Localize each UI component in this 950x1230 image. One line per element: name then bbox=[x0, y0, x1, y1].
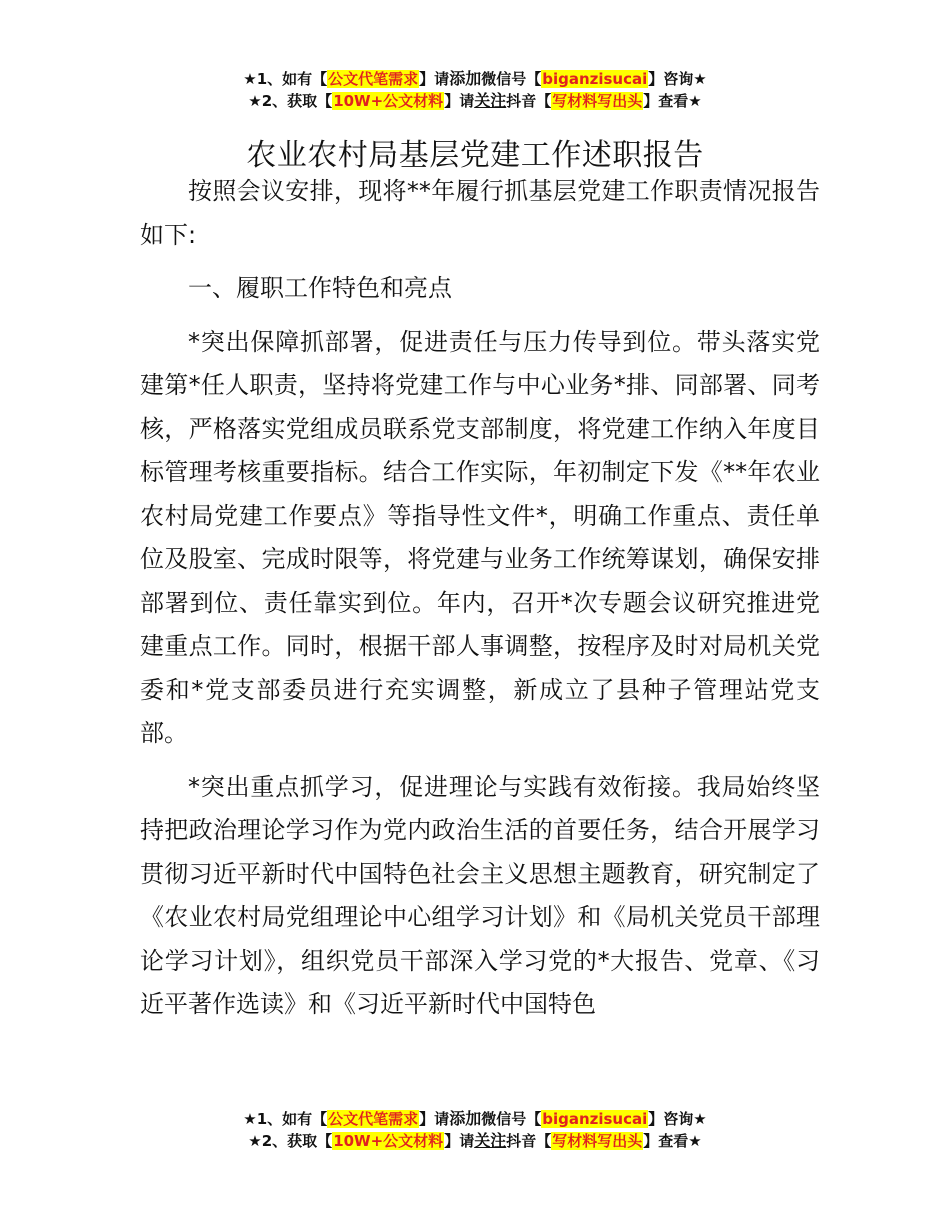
promo-highlight: 公文代笔需求 bbox=[328, 1110, 419, 1128]
promo-emphasis: 关注 bbox=[474, 1131, 507, 1150]
promo-text: 】查看★ bbox=[643, 1132, 702, 1150]
promo-highlight: 10W+公文材料 bbox=[333, 92, 444, 110]
paragraph-study: *突出重点抓学习，促进理论与实践有效衔接。我局始终坚持把政治理论学习作为党内政治生活的首要任务，结合开展学习贯彻习近平新时代中国特色社会主义思想主题教育，研究制定了《农业农村局党组理论中心组学习计划》和《局机关党员干部理论学习计划》，组织党员干部深入学习党的*大报告、党章、《习近平著作选读》和《习近平新时代中国特色 bbox=[140, 772, 820, 1018]
footer-promo-banner bbox=[0, 1108, 950, 1152]
paragraph-deployment: *突出保障抓部署，促进责任与压力传导到位。带头落实党建第*任人职责，坚持将党建工作与中心业务*排、同部署、同考核，严格落实党组成员联系党支部制度，将党建工作纳入年度目标管理考核重要指标。结合工作实际，年初制定下发《**年农业农村局党建工作要点》等指导性文件*，明确工作重点、责任单位及股室、完成时限等，将党建与业务工作统筹谋划，确保安排部署到位、责任靠实到位。年内，召开*次专题会议研究推进党建重点工作。同时，根据干部人事调整，按程序及时对局机关党委和*党支部委员进行充实调整，新成立了县种子管理站党支部。 bbox=[140, 327, 820, 747]
promo-wechat-id: biganzisucai bbox=[542, 1110, 648, 1128]
promo-text: 抖音【 bbox=[506, 92, 552, 110]
promo-wechat-id: biganzisucai bbox=[542, 70, 648, 88]
promo-text: ★1、如有【 bbox=[243, 1110, 328, 1128]
paragraph-intro: 按照会议安排，现将**年履行抓基层党建工作职责情况报告如下: bbox=[140, 177, 820, 249]
promo-text: ★2、获取【 bbox=[248, 1132, 333, 1150]
promo-text: 】请 bbox=[419, 70, 450, 88]
section-heading: 一、履职工作特色和亮点 bbox=[188, 274, 452, 302]
promo-douyin-id: 写材料写出头 bbox=[552, 1132, 643, 1150]
promo-emphasis: 添加 bbox=[449, 69, 482, 88]
promo-text: 微信号【 bbox=[481, 1110, 542, 1128]
promo-emphasis: 添加 bbox=[449, 1109, 482, 1128]
header-promo-banner bbox=[0, 68, 950, 112]
document-body bbox=[140, 170, 820, 1037]
promo-line-2 bbox=[0, 90, 950, 112]
promo-text: 微信号【 bbox=[481, 70, 542, 88]
promo-text: 】查看★ bbox=[643, 92, 702, 110]
promo-text: ★1、如有【 bbox=[243, 70, 328, 88]
promo-line-1 bbox=[0, 1108, 950, 1130]
promo-emphasis: 关注 bbox=[474, 91, 507, 110]
promo-highlight: 公文代笔需求 bbox=[328, 70, 419, 88]
document-title: 农业农村局基层党建工作述职报告 bbox=[246, 138, 704, 174]
promo-text: ★2、获取【 bbox=[248, 92, 333, 110]
promo-text: 】请 bbox=[444, 92, 475, 110]
promo-text: 】请 bbox=[419, 1110, 450, 1128]
promo-line-2 bbox=[0, 1130, 950, 1152]
promo-text: 】请 bbox=[444, 1132, 475, 1150]
promo-text: 抖音【 bbox=[506, 1132, 552, 1150]
promo-line-1 bbox=[0, 68, 950, 90]
promo-highlight: 10W+公文材料 bbox=[333, 1132, 444, 1150]
promo-text: 】咨询★ bbox=[648, 1110, 707, 1128]
promo-text: 】咨询★ bbox=[648, 70, 707, 88]
promo-douyin-id: 写材料写出头 bbox=[552, 92, 643, 110]
